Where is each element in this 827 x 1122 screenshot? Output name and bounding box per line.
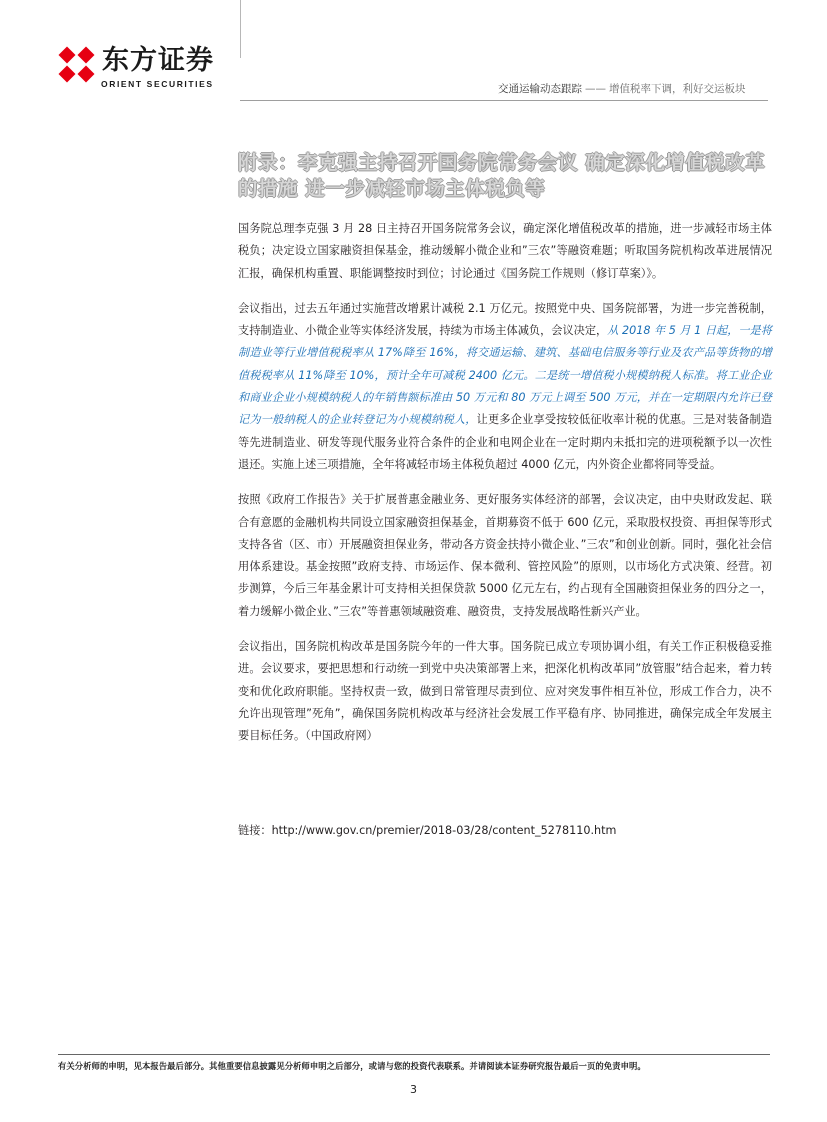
source-link-label: 链接： [238,824,272,837]
source-link-url[interactable]: http://www.gov.cn/premier/2018-03/28/content_5278110.htm [271,824,617,837]
report-body [238,218,772,761]
header-divider [240,100,768,101]
source-link-line [238,822,616,838]
paragraph-2 [238,298,772,476]
footer-divider [58,1054,770,1055]
paragraph-3: 按照《政府工作报告》关于扩展普惠金融业务、更好服务实体经济的部署，会议决定，由中央财政发起、联合有意愿的金融机构共同设立国家融资担保基金，首期募资不低于 600 亿元，采取股权投资、再担保等形式支持各省（区、市）开展融资担保业务，带动各方资金扶持小微企业、”三农”和创业创新。同时，强化社会信用体系建设。基金按照”政府支持、市场运作、保本微利、管控风险”的原则，以市场化方式决策、经营。初步测算，今后三年基金累计可支持相关担保贷款 5000 亿元左右，约占现有全国融资担保业务的四分之一，着力缓解小微企业、”三农”等普惠领域融资难、融资贵，支持发展战略性新兴产业。 [238,493,772,618]
page-number: 3 [410,1083,417,1096]
paragraph-2-outro: 让更多企业享受按较低征收率计税的优惠。三是对装备制造等先进制造业、研发等现代服务业符合条件的企业和电网企业在一定时期内未抵扣完的进项税额予以一次性退还。实施上述三项措施，全年将减轻市场主体税负超过 4000 亿元，内外资企业都将同等受益。 [238,413,772,471]
paragraph-2-highlight: 从 2018 年 5 月 1 日起，一是将制造业等行业增值税税率从 17%降至 16%，将交通运输、建筑、基础电信服务等行业及农产品等货物的增值税税率从 11%降至 10%，预计全年可减税 2400 亿元。二是统一增值税小规模纳税人标准。将工业企业和商业企业小规模纳税人的年销售额标准由 50 万元和 80 万元上调至 500 万元，并在一定期限内允许已登记为一般纳税人的企业转登记为小规模纳税人， [238,324,772,427]
report-subtitle: 增值税率下调，利好交运板块 [609,83,746,95]
company-logo [58,44,228,96]
orient-logo-icon [58,46,98,86]
report-series: 交通运输动态跟踪 [498,83,582,95]
paragraph-1: 国务院总理李克强 3 月 28 日主持召开国务院常务会议，确定深化增值税改革的措施，进一步减轻市场主体税负；决定设立国家融资担保基金，推动缓解小微企业和”三农”等融资难题；听取国务院机构改革进展情况汇报，确保机构重置、职能调整按时到位；讨论通过《国务院工作规则（修订草案）》。 [238,222,772,280]
paragraph-2-intro: 会议指出，过去五年通过实施营改增累计减税 2.1 万亿元。按照党中央、国务院部署，为进一步完善税制，支持制造业、小微企业等实体经济发展，持续为市场主体减负，会议决定， [238,301,772,338]
paragraph-4: 会议指出，国务院机构改革是国务院今年的一件大事。国务院已成立专项协调小组，有关工作正积极稳妥推进。会议要求，要把思想和行动统一到党中央决策部署上来，把深化机构改革同”放管服”结合起来，着力转变和优化政府职能。坚持权责一致，做到日常管理尽责到位、应对突发事件相互补位，形成工作合力，决不允许出现管理”死角”，确保国务院机构改革与经济社会发展工作平稳有序、协同推进，确保完成全年发展主要目标任务。（中国政府网） [238,640,772,743]
logo-english-name: ORIENT SECURITIES [101,79,214,89]
header-divider-vertical [240,0,241,58]
header-separator: —— [585,83,606,95]
footer-disclaimer: 有关分析师的申明，见本报告最后部分。其他重要信息披露见分析师申明之后部分，或请与您的投资代表联系。并请阅读本证券研究报告最后一页的免责申明。 [58,1061,646,1071]
report-header [498,82,768,96]
section-title: 附录：李克强主持召开国务院常务会议 确定深化增值税改革的措施 进一步减轻市场主体税负等 [238,151,766,200]
logo-chinese-name: 东方证券 [102,45,214,76]
